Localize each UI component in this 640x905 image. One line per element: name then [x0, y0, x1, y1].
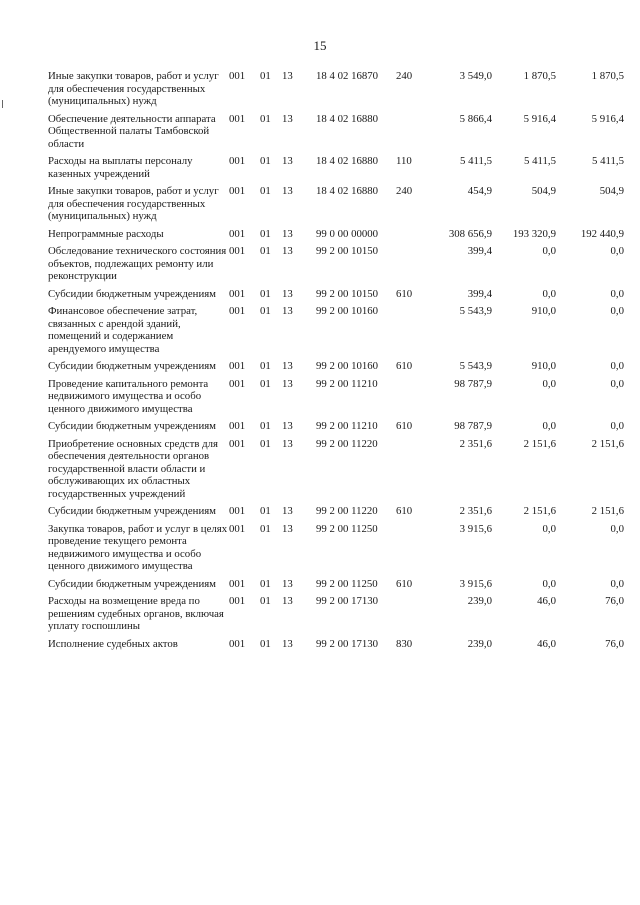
ministry-code: 001 [229, 305, 246, 317]
amount-year-3: 0,0 [610, 377, 624, 390]
ministry-code: 001 [229, 595, 246, 607]
target-article-code: 99 2 00 10150 [316, 287, 379, 300]
amount-year-3: 1 870,5 [591, 70, 624, 82]
amount-year-1: 98 787,9 [454, 377, 492, 390]
amount-year-2: 0,0 [542, 420, 556, 432]
amount-year-3: 5 411,5 [592, 155, 624, 167]
amount-year-1: 239,0 [467, 595, 492, 607]
section-code: 01 [260, 377, 271, 390]
amount-year-1: 5 543,9 [459, 360, 492, 372]
amount-year-3: 2 151,6 [591, 505, 624, 517]
amount-year-3: 0,0 [610, 420, 624, 432]
amount-year-3: 2 151,6 [591, 437, 624, 450]
subsection-code: 13 [282, 420, 293, 432]
amount-year-1: 239,0 [467, 637, 492, 650]
expense-name: Субсидии бюджетным учреждениям [48, 577, 217, 590]
subsection-code: 13 [282, 185, 293, 197]
ministry-code: 001 [229, 185, 246, 197]
subsection-code: 13 [282, 287, 293, 300]
section-code: 01 [260, 595, 271, 607]
page-number: 15 [313, 38, 327, 53]
expense-type-code [396, 305, 434, 360]
table-row [48, 438, 624, 506]
amount-year-3: 504,9 [599, 185, 624, 197]
expense-name: Обследование технического состояния объектов, подлежащих ремонту или реконструкции [48, 245, 227, 282]
amount-year-3: 0,0 [610, 522, 624, 535]
subsection-code: 13 [282, 595, 293, 607]
table-row [48, 305, 624, 360]
expense-name: Иные закупки товаров, работ и услуг для обеспечения государственных (муниципальных) нужд [48, 185, 219, 222]
expense-type-code [396, 113, 434, 156]
expense-name: Непрограммные расходы [48, 227, 164, 240]
amount-year-3: 5 916,4 [591, 112, 624, 125]
expense-name: Иные закупки товаров, работ и услуг для обеспечения государственных (муниципальных) нужд [48, 70, 219, 107]
expense-name: Проведение капитального ремонта недвижимого имущества и особо ценного движимого имущества [48, 377, 209, 415]
amount-year-2: 910,0 [531, 360, 556, 372]
ministry-code: 001 [229, 420, 246, 432]
expense-type-code: 240 [396, 70, 413, 82]
ministry-code: 001 [229, 637, 246, 650]
section-code: 01 [260, 637, 271, 650]
section-code: 01 [260, 245, 271, 257]
subsection-code: 13 [282, 155, 293, 167]
ministry-code: 001 [229, 360, 246, 372]
target-article-code: 99 2 00 10160 [316, 360, 379, 372]
amount-year-1: 3 549,0 [459, 70, 492, 82]
amount-year-2: 5 411,5 [524, 155, 556, 167]
ministry-code: 001 [229, 577, 246, 590]
section-code: 01 [260, 185, 271, 197]
target-article-code: 18 4 02 16880 [316, 185, 379, 197]
subsection-code: 13 [282, 305, 293, 317]
table-row [48, 70, 624, 113]
amount-year-2: 5 916,4 [523, 112, 556, 125]
expense-name: Субсидии бюджетным учреждениям [48, 360, 217, 372]
margin-mark [2, 100, 5, 108]
amount-year-3: 0,0 [610, 245, 624, 257]
amount-year-2: 910,0 [531, 305, 556, 317]
expense-type-code: 610 [396, 360, 413, 372]
amount-year-2: 0,0 [542, 377, 556, 390]
ministry-code: 001 [229, 112, 246, 125]
expense-name: Обеспечение деятельности аппарата Общественной палаты Тамбовской области [48, 112, 216, 150]
expense-type-code: 610 [396, 420, 413, 432]
target-article-code: 99 2 00 11210 [316, 420, 378, 432]
section-code: 01 [260, 505, 271, 517]
table-row [48, 228, 624, 246]
table-body [48, 70, 624, 655]
ministry-code: 001 [229, 245, 246, 257]
expense-name: Субсидии бюджетным учреждениям [48, 505, 217, 517]
amount-year-1: 5 543,9 [459, 305, 492, 317]
amount-year-3: 0,0 [610, 305, 624, 317]
amount-year-2: 46,0 [537, 637, 556, 650]
table-row [48, 505, 624, 523]
expense-type-code: 110 [396, 155, 412, 167]
ministry-code: 001 [229, 70, 246, 82]
section-code: 01 [260, 287, 271, 300]
expense-type-code [396, 378, 434, 421]
section-code: 01 [260, 305, 271, 317]
amount-year-3: 192 440,9 [580, 227, 624, 240]
amount-year-2: 2 151,6 [523, 505, 556, 517]
expense-type-code [396, 595, 434, 638]
amount-year-2: 46,0 [537, 595, 556, 607]
ministry-code: 001 [229, 377, 246, 390]
table-row [48, 155, 624, 185]
expense-type-code [396, 228, 434, 246]
expense-name: Приобретение основных средств для обеспечения деятельности органов государственной власти области и обслуживающих их областных государственных учреждений [48, 437, 218, 500]
table-row [48, 378, 624, 421]
section-code: 01 [260, 360, 271, 372]
subsection-code: 13 [282, 577, 293, 590]
section-code: 01 [260, 437, 271, 450]
amount-year-1: 308 656,9 [448, 227, 492, 240]
expense-type-code: 610 [396, 577, 413, 590]
target-article-code: 99 2 00 11250 [316, 577, 378, 590]
expense-name: Финансовое обеспечение затрат, связанных с арендой зданий, помещений и содержанием арендуемого имущества [48, 305, 198, 355]
subsection-code: 13 [282, 437, 293, 450]
section-code: 01 [260, 522, 271, 535]
amount-year-2: 1 870,5 [523, 70, 556, 82]
target-article-code: 99 2 00 11250 [316, 522, 378, 535]
ministry-code: 001 [229, 505, 246, 517]
table-row [48, 288, 624, 306]
ministry-code: 001 [229, 522, 246, 535]
subsection-code: 13 [282, 245, 293, 257]
subsection-code: 13 [282, 112, 293, 125]
amount-year-2: 2 151,6 [523, 437, 556, 450]
table-row [48, 360, 624, 378]
amount-year-2: 0,0 [542, 287, 556, 300]
section-code: 01 [260, 155, 271, 167]
amount-year-3: 76,0 [605, 637, 624, 650]
subsection-code: 13 [282, 522, 293, 535]
expense-name: Субсидии бюджетным учреждениям [48, 287, 217, 300]
amount-year-1: 5 411,5 [460, 155, 492, 167]
expense-name: Закупка товаров, работ и услуг в целях проведение текущего ремонта недвижимого имущества и особо ценного движимого имущества [48, 522, 228, 572]
amount-year-3: 0,0 [610, 360, 624, 372]
amount-year-3: 0,0 [610, 287, 624, 300]
target-article-code: 99 2 00 17130 [316, 595, 379, 607]
ministry-code: 001 [229, 437, 246, 450]
expense-type-code [396, 523, 434, 578]
expense-type-code: 610 [396, 505, 413, 517]
section-code: 01 [260, 577, 271, 590]
table-row [48, 595, 624, 638]
expense-type-code: 830 [396, 637, 413, 650]
ministry-code: 001 [229, 227, 246, 240]
table-row [48, 638, 624, 656]
target-article-code: 18 4 02 16870 [316, 70, 379, 82]
target-article-code: 18 4 02 16880 [316, 112, 379, 125]
amount-year-1: 3 915,6 [459, 577, 492, 590]
target-article-code: 99 2 00 11220 [316, 505, 378, 517]
target-article-code: 99 2 00 10160 [316, 305, 379, 317]
subsection-code: 13 [282, 637, 293, 650]
expense-name: Субсидии бюджетным учреждениям [48, 420, 217, 432]
target-article-code: 99 2 00 11220 [316, 437, 378, 450]
table-row [48, 245, 624, 288]
table-row [48, 523, 624, 578]
amount-year-2: 0,0 [542, 522, 556, 535]
amount-year-2: 504,9 [531, 185, 556, 197]
subsection-code: 13 [282, 360, 293, 372]
ministry-code: 001 [229, 155, 246, 167]
expense-name: Исполнение судебных актов [48, 637, 178, 650]
target-article-code: 18 4 02 16880 [316, 155, 379, 167]
amount-year-1: 399,4 [467, 245, 492, 257]
expense-type-code [396, 245, 434, 288]
subsection-code: 13 [282, 505, 293, 517]
target-article-code: 99 2 00 10150 [316, 245, 379, 257]
table-row [48, 578, 624, 596]
amount-year-3: 0,0 [610, 577, 624, 590]
ministry-code: 001 [229, 287, 246, 300]
amount-year-2: 0,0 [542, 245, 556, 257]
amount-year-2: 193 320,9 [512, 227, 556, 240]
expense-type-code [396, 438, 434, 506]
subsection-code: 13 [282, 377, 293, 390]
amount-year-2: 0,0 [542, 577, 556, 590]
amount-year-1: 399,4 [467, 287, 492, 300]
expense-name: Расходы на возмещение вреда по решениям судебных органов, включая уплату госпошлины [48, 595, 224, 632]
section-code: 01 [260, 420, 271, 432]
expense-type-code: 610 [396, 287, 413, 300]
amount-year-1: 2 351,6 [459, 437, 492, 450]
target-article-code: 99 2 00 17130 [316, 637, 379, 650]
amount-year-3: 76,0 [605, 595, 624, 607]
expense-name: Расходы на выплаты персоналу казенных учреждений [48, 155, 193, 180]
amount-year-1: 5 866,4 [459, 112, 492, 125]
budget-table [48, 70, 624, 655]
table-row [48, 420, 624, 438]
target-article-code: 99 0 00 00000 [316, 227, 379, 240]
section-code: 01 [260, 70, 271, 82]
section-code: 01 [260, 112, 271, 125]
table-row [48, 113, 624, 156]
expense-type-code: 240 [396, 185, 413, 197]
target-article-code: 99 2 00 11210 [316, 377, 378, 390]
amount-year-1: 98 787,9 [454, 420, 492, 432]
table-row [48, 185, 624, 228]
amount-year-1: 3 915,6 [459, 522, 492, 535]
amount-year-1: 2 351,6 [459, 505, 492, 517]
subsection-code: 13 [282, 70, 293, 82]
amount-year-1: 454,9 [467, 185, 492, 197]
subsection-code: 13 [282, 227, 293, 240]
section-code: 01 [260, 227, 271, 240]
